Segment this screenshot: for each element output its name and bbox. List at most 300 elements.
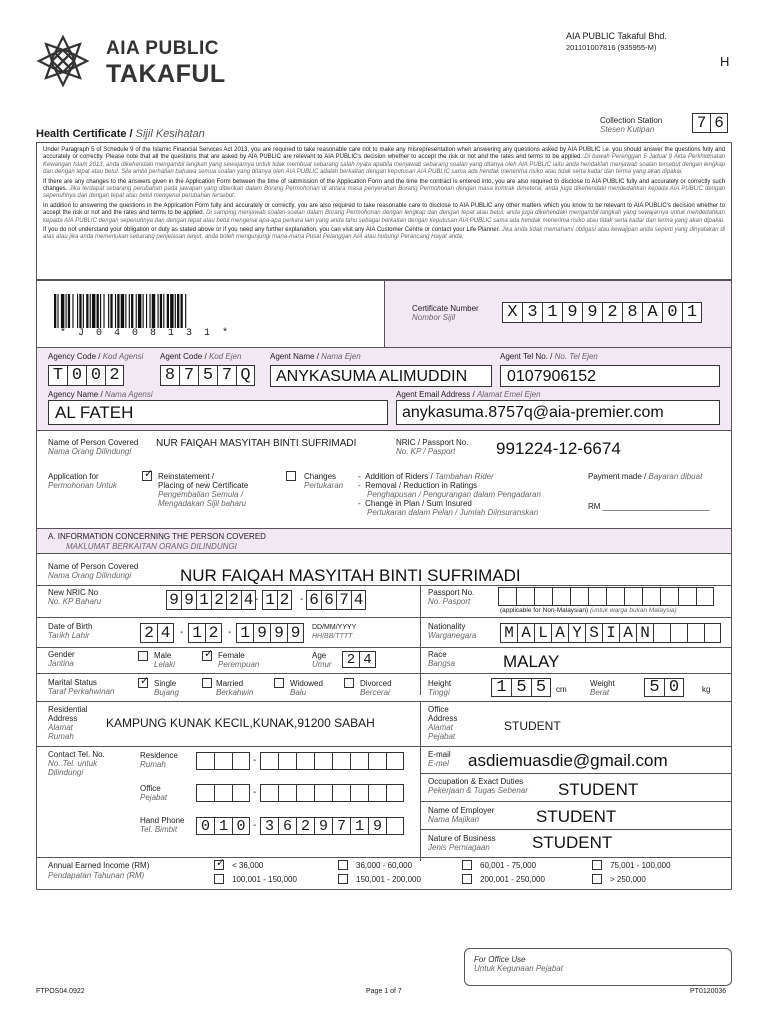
income-8: > 250,000 <box>610 875 646 884</box>
barcode-bar <box>146 294 147 328</box>
notice-box <box>36 142 732 280</box>
tel-cell[interactable] <box>314 752 332 770</box>
cert-label: Certificate Number <box>412 304 479 313</box>
barcode-bar <box>185 294 186 328</box>
divider <box>37 701 731 702</box>
female-text <box>218 651 259 669</box>
barcode-bar <box>125 294 126 328</box>
income-4: 75,001 - 100,000 <box>610 861 671 870</box>
nric-digit: 4 <box>241 590 256 610</box>
dob-digit: 9 <box>270 623 287 643</box>
label-ms: Nama Ejen <box>321 352 361 361</box>
phone-digit: 9 <box>368 817 386 835</box>
nationality-char <box>670 623 687 643</box>
income-6-checkbox[interactable] <box>338 874 348 884</box>
barcode-bar <box>77 294 78 328</box>
opt1b-line-ms: Mengadakan Sijil baharu <box>158 499 247 508</box>
employer-label-ms: Nama Majikan <box>428 815 480 824</box>
passport-cell[interactable] <box>552 587 570 606</box>
height-unit: cm <box>556 685 567 694</box>
tel-cell[interactable] <box>196 784 214 802</box>
vline <box>420 585 421 695</box>
nationality-char: A <box>619 623 636 643</box>
tel-cell[interactable] <box>386 784 404 802</box>
phone-digit: 0 <box>232 817 250 835</box>
age-digit: 4 <box>359 651 376 668</box>
agency-code-char: 0 <box>67 365 86 386</box>
race-label: Race <box>428 650 447 659</box>
tel-cell[interactable] <box>232 784 250 802</box>
dob-year <box>236 623 304 643</box>
label-en: Agent Name <box>270 352 315 361</box>
passport-cell[interactable] <box>588 587 606 606</box>
nric-digit: 6 <box>306 590 321 610</box>
residence-tel-number <box>260 752 404 770</box>
label-ms: Kod Ejen <box>208 352 242 361</box>
agent-code-char: 7 <box>217 365 236 386</box>
opt1-line: Reinstatement / <box>158 472 215 481</box>
label-en: Agent Code <box>160 352 203 361</box>
passport-label-ms: No. Pasport <box>428 597 471 606</box>
height-label: Height <box>428 679 452 688</box>
cert-char: 9 <box>582 302 602 323</box>
nric-digit: 6 <box>321 590 336 610</box>
tel-cell[interactable] <box>278 752 296 770</box>
income-8-checkbox[interactable] <box>592 874 602 884</box>
agency-code-label: Agency Code / Kod Agensi <box>48 352 144 361</box>
dob-format-ms: HH/BB/TTTT <box>312 633 353 640</box>
weight-digit: 5 <box>644 678 664 697</box>
single-ms: Bujang <box>154 688 179 697</box>
barcode-text: * J 0 4 0 8 1 3 1 * <box>60 328 232 339</box>
passport-cell[interactable] <box>534 587 552 606</box>
label-en: Agent Tel No. <box>500 352 548 361</box>
barcode-bar <box>117 294 119 328</box>
title-ms: Sijil Kesihatan <box>135 128 205 140</box>
nric-digit: 2 <box>226 590 241 610</box>
single-checkbox[interactable] <box>138 675 150 688</box>
notice-text-ms: Jika terdapat sebarang perubahan pada jawapan yang diberikan dalam Borang Permohonan di antara masa penyerahan Borang Permohonan dengan masa kontrak dimeterai, anda juga dikehendaki mendedahkan kepada AIA PUBLIC dengan sepenuhnya dan dengan tepat atau betul mengenai perubahan tersebut. <box>43 186 726 200</box>
cert-char: X <box>502 302 522 323</box>
barcode-bar <box>90 294 91 328</box>
residence-tel-prefix <box>196 752 250 770</box>
height-digit: 5 <box>531 678 551 697</box>
barcode-icon <box>54 294 250 328</box>
agent-email-field: anykasuma.8757q@aia-premier.com <box>396 400 720 425</box>
agency-name-label: Agency Name / Nama Agensi <box>48 390 153 399</box>
barcode-bar <box>83 294 84 328</box>
sub1-ms: Tambahan Rider <box>434 472 494 481</box>
dob-month <box>188 623 222 643</box>
opt2-line-ms: Pertukaran <box>304 481 344 490</box>
aia-flower-icon <box>36 34 90 88</box>
divorced-text <box>360 679 392 697</box>
l3: Alamat <box>48 723 73 732</box>
sub2-row: - Removal / Reduction in Ratings <box>358 481 478 490</box>
dob-digit: 4 <box>157 623 174 643</box>
tel-cell[interactable] <box>350 752 368 770</box>
cert-char: 1 <box>682 302 702 323</box>
l3: Dilindungi <box>48 768 84 777</box>
nric-digit: 7 <box>336 590 351 610</box>
notice-text: If you do not understand your obligation or duty as stated above or if you need any further explanation, you can visit any AIA Customer Centre or contact your Life Planner. <box>43 227 500 234</box>
barcode-bar <box>149 294 150 328</box>
single-text <box>154 679 179 697</box>
tel-cell[interactable] <box>386 752 404 770</box>
passport-cell[interactable] <box>696 587 714 606</box>
checkmark-icon: ✓ <box>144 468 154 480</box>
agency-name-field: AL FATEH <box>48 400 388 425</box>
vline <box>420 701 421 861</box>
nric-part2 <box>262 590 292 610</box>
l1: Residential <box>48 705 88 714</box>
form-mark: H <box>720 54 730 69</box>
married-ms: Berkahwin <box>216 688 254 697</box>
l1: Hand Phone <box>140 816 185 825</box>
phone-digit: 3 <box>260 817 278 835</box>
divider <box>37 673 731 674</box>
phone-digit: 6 <box>278 817 296 835</box>
checkmark-icon: ✓ <box>204 648 214 660</box>
collection-station <box>692 113 728 133</box>
employer-label: Name of Employer <box>428 806 495 815</box>
occupation-value: STUDENT <box>558 780 639 799</box>
passport-cell[interactable] <box>516 587 534 606</box>
passport-cell[interactable] <box>606 587 624 606</box>
agent-tel-field: 0107906152 <box>500 365 720 387</box>
res-address: KAMPUNG KUNAK KECIL,KUNAK,91200 SABAH <box>106 716 375 730</box>
marital-label-ms: Taraf Perkahwinan <box>48 687 115 696</box>
dob-label: Date of Birth <box>48 622 93 631</box>
barcode-bar <box>170 294 173 328</box>
office-address: STUDENT <box>504 719 561 733</box>
tel-cell[interactable] <box>260 752 278 770</box>
office-tel-prefix <box>196 784 250 802</box>
height-field <box>491 678 551 697</box>
tel-cell[interactable] <box>278 784 296 802</box>
station-label-ms: Stesen Kutipan <box>600 125 655 134</box>
tel-cell[interactable] <box>260 784 278 802</box>
footer-left: FTPOS04.0922 <box>36 988 85 995</box>
weight-field <box>644 678 684 697</box>
barcode-bar <box>175 294 176 328</box>
age-digit: 2 <box>342 651 359 668</box>
occupation-label: Occupation & Exact Duties <box>428 777 524 786</box>
barcode-bar <box>167 294 169 328</box>
application-label-ms: Permohonan Untuk <box>48 481 117 490</box>
sub3: Change in Plan / Sum Insured <box>365 499 472 508</box>
age-field <box>342 651 376 668</box>
residence-label <box>140 751 178 769</box>
section-a-title: A. INFORMATION CONCERNING THE PERSON COVERED <box>48 532 266 541</box>
sub1-row: - Addition of Riders / Tambahan Rider <box>358 472 494 481</box>
race-label-ms: Bangsa <box>428 659 456 668</box>
notice-text: In addition to answering the questions in the Application Form fully and accurately or correctly, you are also required to take reasonable care to disclose to AIA PUBLIC any other matters which you know to be relevant to AIA PUBLIC's decision whether to accept the risk or not and the rates and terms to be applied. <box>43 202 725 217</box>
married-checkbox[interactable] <box>202 678 212 688</box>
dob-digit: 2 <box>205 623 222 643</box>
nationality-char <box>653 623 670 643</box>
label-en: Agency Code <box>48 352 97 361</box>
sub3-row-ms <box>358 508 541 517</box>
occupation-label-ms: Pekerjaan & Tugas Sebenar <box>428 786 528 795</box>
barcode-bar <box>97 294 99 328</box>
income-7-checkbox[interactable] <box>462 874 472 884</box>
dob-digit: 2 <box>140 623 157 643</box>
cert-label-ms: Nombor Sijil <box>412 313 456 322</box>
nric-digit: 9 <box>166 590 181 610</box>
checkmark-icon: ✓ <box>216 857 226 869</box>
nric-digit: 2 <box>211 590 226 610</box>
income-3-checkbox[interactable] <box>462 860 472 870</box>
title-sep: / <box>126 128 136 140</box>
note-ms: (untuk warga bukan Malaysia) <box>589 607 677 614</box>
phone-digit: 7 <box>332 817 350 835</box>
income-2: 36,000 - 60,000 <box>356 861 413 870</box>
barcode-bar <box>121 294 124 328</box>
phone-digit: 1 <box>350 817 368 835</box>
tel-cell[interactable] <box>314 784 332 802</box>
race-value: MALAY <box>503 652 560 671</box>
tel-cell[interactable] <box>350 784 368 802</box>
passport-cell[interactable] <box>678 587 696 606</box>
nationality-char: A <box>517 623 534 643</box>
married: Married <box>216 679 244 688</box>
dash: - <box>300 594 304 605</box>
divorced-checkbox[interactable] <box>344 678 354 688</box>
barcode-bar <box>92 294 95 328</box>
nationality-char: A <box>551 623 568 643</box>
divider <box>37 746 731 747</box>
l4: Pejabat <box>428 732 456 741</box>
barcode-bar <box>136 294 137 328</box>
note-en: (applicable for Non-Malaysian) <box>500 607 589 614</box>
label-ms: Bayaran dibuat <box>648 472 703 481</box>
agent-code-char: Q <box>236 365 255 386</box>
nric-digit: 9 <box>181 590 196 610</box>
certificate-number <box>502 302 702 323</box>
phone-digit: 0 <box>196 817 214 835</box>
passport-label: Passport No. <box>428 588 475 597</box>
female-ms: Perempuan <box>218 660 260 669</box>
weight-label: Weight <box>590 679 615 688</box>
nric-digit: 1 <box>262 590 277 610</box>
nationality-char: Y <box>568 623 585 643</box>
dash: - <box>180 627 184 638</box>
nric-label-ms: No. KP Baharu <box>48 597 102 606</box>
male-checkbox[interactable] <box>138 651 148 661</box>
passport-cell[interactable] <box>660 587 678 606</box>
income-4-checkbox[interactable] <box>592 860 602 870</box>
nric-label: New NRIC No <box>48 588 99 597</box>
phone-digit: 9 <box>314 817 332 835</box>
notice-text: Under Paragraph 5 of Schedule 9 of the Islamic Financial Services Act 2013, you are required to take reasonable care not to make any misrepresentation when answering any questions asked by AIA PUBLIC i.e. you should answer the questions fully and accurately or correctly. Please note that all the questions that are asked by AIA PUBLIC are relevant to AIA PUBLIC's decision whether to accept the risk or not and the rates and terms to be applied. <box>43 147 725 161</box>
footer-center: Page 1 of 7 <box>366 988 402 995</box>
tel-cell[interactable] <box>196 752 214 770</box>
covered-label-ms: Nama Orang Dilindungi <box>48 447 132 456</box>
female-checkbox[interactable] <box>202 648 214 661</box>
dob-label-ms: Tarikh Lahir <box>48 631 90 640</box>
station-label: Collection Station <box>600 116 663 125</box>
agent-code <box>160 365 255 386</box>
station-digit: 7 <box>692 113 710 133</box>
dash: - <box>253 820 257 831</box>
income-7: 200,001 - 250,000 <box>480 875 545 884</box>
age-ms: Umur <box>312 660 332 669</box>
office-use-label-ms: Untuk Kegunaan Pejabat <box>474 964 563 973</box>
cert-char: 8 <box>622 302 642 323</box>
weight-digit: 0 <box>664 678 684 697</box>
passport-cell[interactable] <box>624 587 642 606</box>
divorced-ms: Bercerai <box>360 688 390 697</box>
brand-line1: AIA PUBLIC <box>106 38 220 59</box>
company-name: AIA PUBLIC Takaful Bhd. <box>566 31 667 41</box>
tel-cell[interactable] <box>368 784 386 802</box>
tel-cell[interactable] <box>332 784 350 802</box>
hand-phone-prefix <box>196 817 250 835</box>
covered-nric-label-ms: No. KP / Pasport <box>396 447 456 456</box>
nric-digit: 1 <box>196 590 211 610</box>
office-use-label: For Office Use <box>474 955 526 964</box>
cert-char: 3 <box>522 302 542 323</box>
weight-unit: kg <box>702 685 711 694</box>
agent-code-char: 5 <box>198 365 217 386</box>
tel-cell[interactable] <box>214 752 232 770</box>
barcode-bar <box>131 294 133 328</box>
divider <box>420 773 731 774</box>
opt2-line: Changes <box>304 472 337 481</box>
changes-checkbox[interactable] <box>286 471 296 481</box>
cert-char: 0 <box>662 302 682 323</box>
email-value: asdiemuasdie@gmail.com <box>468 751 668 770</box>
l2: Pejabat <box>140 793 168 802</box>
tel-cell[interactable] <box>232 752 250 770</box>
agency-code-char: 0 <box>86 365 105 386</box>
opt1-text <box>158 472 248 508</box>
business-label: Nature of Business <box>428 834 496 843</box>
agency-code-char: T <box>48 365 67 386</box>
weight-label-ms: Berat <box>590 688 610 697</box>
cert-char: 2 <box>602 302 622 323</box>
age-label <box>312 651 332 669</box>
tel-cell[interactable] <box>368 752 386 770</box>
phone-digit: 2 <box>296 817 314 835</box>
income-2-checkbox[interactable] <box>338 860 348 870</box>
page-title <box>36 128 205 140</box>
married-text <box>216 679 253 697</box>
income-5-checkbox[interactable] <box>214 874 224 884</box>
office-tel-label <box>140 784 167 802</box>
male: Male <box>154 651 172 660</box>
logo <box>36 34 236 90</box>
barcode-bar <box>54 294 56 328</box>
notice-para <box>43 179 725 201</box>
divider <box>420 801 731 802</box>
tel-cell[interactable] <box>296 784 314 802</box>
agent-email-label: Agent Email Address / Alamat Emel Ejen <box>396 390 541 399</box>
divider <box>37 585 731 586</box>
title-en: Health Certificate <box>36 128 127 140</box>
tel-cell[interactable] <box>214 784 232 802</box>
cert-char: 9 <box>562 302 582 323</box>
male-text <box>154 651 175 669</box>
tel-cell[interactable] <box>296 752 314 770</box>
income-1-checkbox[interactable] <box>214 857 226 870</box>
height-label-ms: Tinggi <box>428 688 450 697</box>
hand-phone-number <box>260 817 404 835</box>
l2: Address <box>428 714 458 723</box>
l1: Residence <box>140 751 178 760</box>
notice-text-ms: Di bawah Perenggan 5 Jadual 9 Akta Perkhidmatan Kewangan Islam 2013, anda dikehendaki mengambil langkah yang sewajarnya untuk tidak membuat sebarang salah nyata apabila menjawab sebarang soalan yang ditanya oleh AIA PUBLIC iaitu anda hendaklah menjawab soalan tersebut dengan lengkap dan dengan tepat atau betul. Sila ambil perhatian bahawa semua soalan yang ditanya oleh AIA PUBLIC adalah berkaitan dengan keputusan AIA PUBLIC sama ada hendak menerima risiko atau tidak serta kadar dan terma yang akan dipakai. <box>43 154 725 176</box>
passport-cell[interactable] <box>570 587 588 606</box>
business-value: STUDENT <box>532 833 613 852</box>
barcode-bar <box>100 294 101 328</box>
l1: Office <box>140 784 161 793</box>
cert-char: A <box>642 302 662 323</box>
section-a-title-ms: MAKLUMAT BERKAITAN ORANG DILINDUNGI <box>66 542 237 551</box>
barcode-bar <box>143 294 144 328</box>
nationality-char: L <box>534 623 551 643</box>
nationality-label: Nationality <box>428 622 466 631</box>
passport-note <box>500 607 677 614</box>
sub3-ms: Pertukaran dalam Pelan / Jumlah Diinsuranskan <box>367 508 539 517</box>
agent-name-field: ANYKASUMA ALIMUDDIN <box>270 365 492 387</box>
marital-label: Marital Status <box>48 678 97 687</box>
brand-line2: TAKAFUL <box>106 60 226 88</box>
barcode-bar <box>103 294 104 328</box>
dash: - <box>253 755 257 766</box>
notice-para <box>43 147 725 177</box>
person-name: NUR FAIQAH MASYITAH BINTI SUFRIMADI <box>180 566 521 585</box>
divider <box>37 857 731 858</box>
passport-cell[interactable] <box>642 587 660 606</box>
company-reg: 201101007816 (935955-M) <box>566 43 657 52</box>
employer-value: STUDENT <box>536 807 617 826</box>
tel-cell[interactable] <box>332 752 350 770</box>
barcode-bar <box>115 294 116 328</box>
res-address-label <box>48 705 88 741</box>
nationality-char: M <box>500 623 517 643</box>
label-ms: No. Tel Ejen <box>554 352 598 361</box>
dob-digit: 1 <box>188 623 205 643</box>
nric-digit: 2 <box>277 590 292 610</box>
office-address-label <box>428 705 457 741</box>
notice-para <box>43 203 725 225</box>
reinstatement-checkbox[interactable] <box>142 468 154 481</box>
passport-cell[interactable] <box>498 587 516 606</box>
opt2-text <box>304 472 343 490</box>
nric-part3 <box>306 590 366 610</box>
nric-digit: 4 <box>351 590 366 610</box>
opt1b-line: Placing of new Certificate <box>158 481 249 490</box>
nationality-char <box>704 623 721 643</box>
nationality-char: N <box>636 623 653 643</box>
email-label-ms: E-mel <box>428 759 449 768</box>
cert-char: 1 <box>542 302 562 323</box>
widowed-checkbox[interactable] <box>274 678 284 688</box>
barcode <box>54 294 250 328</box>
l1: Office <box>428 705 449 714</box>
barcode-bar <box>158 294 159 328</box>
barcode-bar <box>86 294 88 328</box>
dob-digit: 9 <box>253 623 270 643</box>
agency-code <box>48 365 124 386</box>
office-tel-number <box>260 784 404 802</box>
covered-nric-label: NRIC / Passport No. <box>396 438 469 447</box>
label-ms: Nama Agensi <box>104 390 153 399</box>
label-en: Agency Name <box>48 390 99 399</box>
sub1: Addition of Riders / <box>365 472 433 481</box>
phone-digit <box>386 817 404 835</box>
